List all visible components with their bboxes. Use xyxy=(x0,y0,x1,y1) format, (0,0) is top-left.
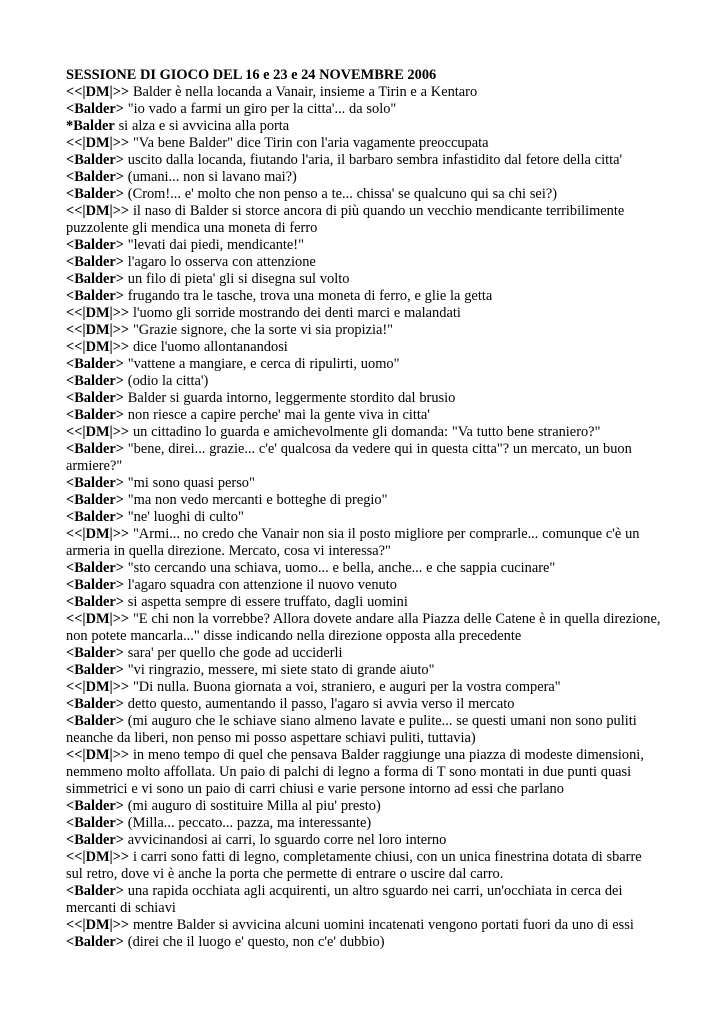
message-text: l'agaro squadra con attenzione il nuovo venuto xyxy=(127,577,397,593)
speaker-prefix: <<|DM|>> xyxy=(66,203,130,219)
chat-message xyxy=(66,356,662,373)
message-text: detto questo, aumentando il passo, l'agaro si avvia verso il mercato xyxy=(127,696,515,712)
chat-message xyxy=(66,798,662,815)
message-text: (Milla... peccato... pazza, ma interessante) xyxy=(127,815,372,831)
speaker-prefix: <<|DM|>> xyxy=(66,526,130,542)
chat-message xyxy=(66,832,662,849)
message-text: "Grazie signore, che la sorte vi sia propizia!" xyxy=(132,322,394,338)
message-text: un filo di pieta' gli si disegna sul volto xyxy=(127,271,350,287)
message-text: (direi che il luogo e' questo, non c'e' dubbio) xyxy=(127,934,385,950)
chat-message xyxy=(66,934,662,951)
speaker-prefix: *Balder xyxy=(66,118,115,134)
chat-message xyxy=(66,679,662,696)
document-title: SESSIONE DI GIOCO DEL 16 e 23 e 24 NOVEMBRE 2006 xyxy=(66,67,437,83)
chat-message xyxy=(66,237,662,254)
speaker-prefix: <Balder> xyxy=(66,186,124,202)
chat-message xyxy=(66,492,662,509)
message-text: si aspetta sempre di essere truffato, dagli uomini xyxy=(127,594,408,610)
message-text: "ne' luoghi di culto" xyxy=(127,509,244,525)
chat-message xyxy=(66,849,662,883)
chat-message xyxy=(66,560,662,577)
chat-message xyxy=(66,339,662,356)
message-text: (mi auguro che le schiave siano almeno lavate e pulite... se questi umani non sono puliti neanche da liberi, non penso mi posso aspettare schiavi puliti, tuttavia) xyxy=(66,713,637,746)
message-text: non riesce a capire perche' mai la gente viva in citta' xyxy=(127,407,430,423)
speaker-prefix: <Balder> xyxy=(66,594,124,610)
message-text: "E chi non la vorrebbe? Allora dovete andare alla Piazza delle Catene è in quella direzione, non potete mancarla..." disse indicando nella direzione opposta alla precedente xyxy=(66,611,661,644)
chat-message xyxy=(66,424,662,441)
speaker-prefix: <<|DM|>> xyxy=(66,917,130,933)
message-text: (mi auguro di sostituire Milla al piu' presto) xyxy=(127,798,381,814)
chat-message xyxy=(66,713,662,747)
chat-message xyxy=(66,883,662,917)
message-text: frugando tra le tasche, trova una moneta di ferro, e glie la getta xyxy=(127,288,493,304)
speaker-prefix: <Balder> xyxy=(66,271,124,287)
speaker-prefix: <Balder> xyxy=(66,577,124,593)
speaker-prefix: <<|DM|>> xyxy=(66,679,130,695)
chat-message xyxy=(66,526,662,560)
message-text: (Crom!... e' molto che non penso a te... chissa' se qualcuno qui sa chi sei?) xyxy=(127,186,557,202)
message-text: "Di nulla. Buona giornata a voi, straniero, e auguri per la vostra compera" xyxy=(132,679,561,695)
message-text: "Va bene Balder" dice Tirin con l'aria vagamente preoccupata xyxy=(132,135,489,151)
message-text: "bene, direi... grazie... c'e' qualcosa da vedere qui in questa citta"? un mercato, un buon armiere?" xyxy=(66,441,632,474)
message-text: i carri sono fatti di legno, completamente chiusi, con un unica finestrina dotata di sbarre sul retro, dove vi è anche la porta che permette di entrare o uscire dal carro. xyxy=(66,849,642,882)
chat-message xyxy=(66,169,662,186)
message-text: (odio la citta') xyxy=(127,373,209,389)
speaker-prefix: <<|DM|>> xyxy=(66,305,130,321)
speaker-prefix: <Balder> xyxy=(66,645,124,661)
speaker-prefix: <Balder> xyxy=(66,356,124,372)
chat-message xyxy=(66,152,662,169)
speaker-prefix: <<|DM|>> xyxy=(66,84,130,100)
chat-message xyxy=(66,254,662,271)
speaker-prefix: <Balder> xyxy=(66,662,124,678)
speaker-prefix: <Balder> xyxy=(66,407,124,423)
message-text: "ma non vedo mercanti e botteghe di pregio" xyxy=(127,492,388,508)
speaker-prefix: <Balder> xyxy=(66,373,124,389)
chat-log xyxy=(66,84,662,951)
message-text: in meno tempo di quel che pensava Balder raggiunge una piazza di modeste dimensioni, nemmeno molto affollata. Un paio di palchi di legno a forma di T sono montati in due punti quasi simmetrici e vi sono un paio di carri chiusi e varie persone intorno ad essi che parlano xyxy=(66,747,644,797)
chat-message xyxy=(66,645,662,662)
chat-message xyxy=(66,662,662,679)
speaker-prefix: <Balder> xyxy=(66,152,124,168)
speaker-prefix: <<|DM|>> xyxy=(66,322,130,338)
chat-message xyxy=(66,288,662,305)
speaker-prefix: <<|DM|>> xyxy=(66,424,130,440)
speaker-prefix: <<|DM|>> xyxy=(66,849,130,865)
chat-message xyxy=(66,475,662,492)
speaker-prefix: <Balder> xyxy=(66,509,124,525)
chat-message xyxy=(66,373,662,390)
speaker-prefix: <Balder> xyxy=(66,696,124,712)
chat-message xyxy=(66,305,662,322)
chat-message xyxy=(66,441,662,475)
speaker-prefix: <<|DM|>> xyxy=(66,135,130,151)
message-text: sara' per quello che gode ad ucciderli xyxy=(127,645,343,661)
message-text: Balder si guarda intorno, leggermente stordito dal brusio xyxy=(127,390,456,406)
chat-message xyxy=(66,577,662,594)
message-text: "levati dai piedi, mendicante!" xyxy=(127,237,304,253)
message-text: "mi sono quasi perso" xyxy=(127,475,255,491)
speaker-prefix: <Balder> xyxy=(66,390,124,406)
message-text: "Armi... no credo che Vanair non sia il posto migliore per comprarle... comunque c'è un armeria in quella direzione. Mercato, cosa vi interessa?" xyxy=(66,526,640,559)
speaker-prefix: <<|DM|>> xyxy=(66,747,130,763)
speaker-prefix: <Balder> xyxy=(66,492,124,508)
message-text: l'agaro lo osserva con attenzione xyxy=(127,254,316,270)
message-text: uscito dalla locanda, fiutando l'aria, il barbaro sembra infastidito dal fetore della citta' xyxy=(127,152,623,168)
speaker-prefix: <<|DM|>> xyxy=(66,611,130,627)
message-text: dice l'uomo allontanandosi xyxy=(132,339,288,355)
speaker-prefix: <Balder> xyxy=(66,475,124,491)
speaker-prefix: <Balder> xyxy=(66,560,124,576)
message-text: un cittadino lo guarda e amichevolmente gli domanda: "Va tutto bene straniero?" xyxy=(132,424,601,440)
message-text: si alza e si avvicina alla porta xyxy=(118,118,290,134)
message-text: (umani... non si lavano mai?) xyxy=(127,169,297,185)
message-text: avvicinandosi ai carri, lo sguardo corre nel loro interno xyxy=(127,832,447,848)
message-text: una rapida occhiata agli acquirenti, un altro sguardo nei carri, un'occhiata in cerca dei mercanti di schiavi xyxy=(66,883,623,916)
speaker-prefix: <Balder> xyxy=(66,101,124,117)
chat-message xyxy=(66,917,662,934)
speaker-prefix: <Balder> xyxy=(66,441,124,457)
speaker-prefix: <Balder> xyxy=(66,815,124,831)
speaker-prefix: <Balder> xyxy=(66,254,124,270)
message-text: "sto cercando una schiava, uomo... e bella, anche... e che sappia cucinare" xyxy=(127,560,556,576)
chat-message xyxy=(66,322,662,339)
chat-message xyxy=(66,101,662,118)
message-text: "io vado a farmi un giro per la citta'... da solo" xyxy=(127,101,397,117)
message-text: il naso di Balder si storce ancora di più quando un vecchio mendicante terribilimente puzzolente gli mendica una moneta di ferro xyxy=(66,203,625,236)
chat-message xyxy=(66,815,662,832)
chat-message xyxy=(66,118,662,135)
speaker-prefix: <Balder> xyxy=(66,237,124,253)
speaker-prefix: <Balder> xyxy=(66,934,124,950)
chat-message xyxy=(66,747,662,798)
chat-message xyxy=(66,135,662,152)
speaker-prefix: <<|DM|>> xyxy=(66,339,130,355)
chat-message xyxy=(66,611,662,645)
speaker-prefix: <Balder> xyxy=(66,288,124,304)
message-text: l'uomo gli sorride mostrando dei denti marci e malandati xyxy=(132,305,461,321)
message-text: mentre Balder si avvicina alcuni uomini incatenati vengono portati fuori da uno di essi xyxy=(132,917,634,933)
message-text: "vi ringrazio, messere, mi siete stato di grande aiuto" xyxy=(127,662,435,678)
chat-message xyxy=(66,696,662,713)
message-text: "vattene a mangiare, e cerca di ripulirti, uomo" xyxy=(127,356,400,372)
chat-message xyxy=(66,390,662,407)
chat-message xyxy=(66,84,662,101)
speaker-prefix: <Balder> xyxy=(66,798,124,814)
speaker-prefix: <Balder> xyxy=(66,832,124,848)
speaker-prefix: <Balder> xyxy=(66,169,124,185)
chat-message xyxy=(66,186,662,203)
speaker-prefix: <Balder> xyxy=(66,713,124,729)
chat-message xyxy=(66,407,662,424)
speaker-prefix: <Balder> xyxy=(66,883,124,899)
chat-message xyxy=(66,509,662,526)
chat-message xyxy=(66,594,662,611)
message-text: Balder è nella locanda a Vanair, insieme a Tirin e a Kentaro xyxy=(132,84,478,100)
chat-message xyxy=(66,271,662,288)
chat-message xyxy=(66,203,662,237)
